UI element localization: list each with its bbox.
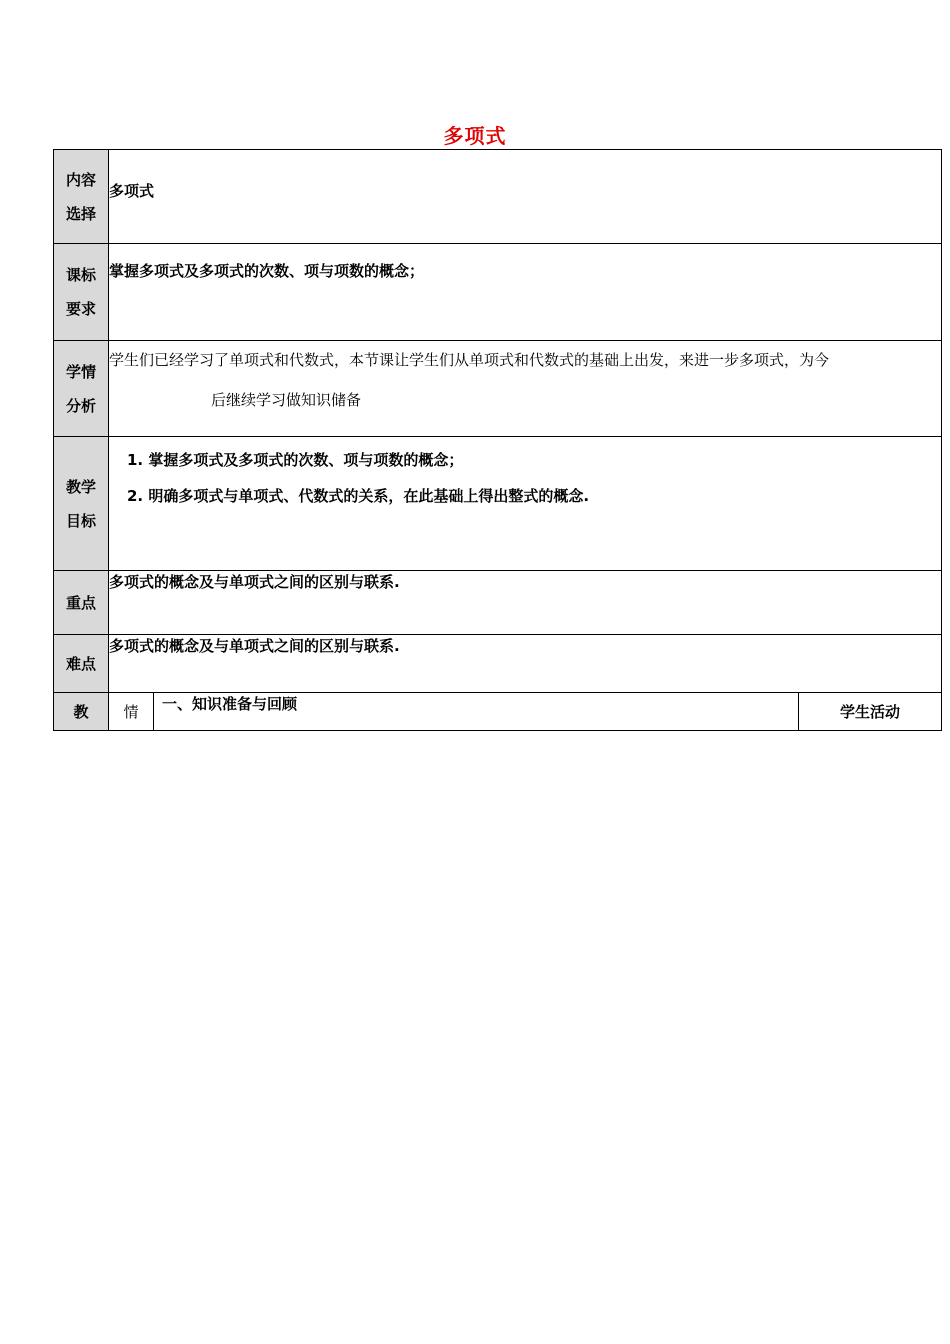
row-analysis [54, 341, 942, 437]
goals-list [109, 437, 942, 571]
label-analysis: 学情 分析 [54, 341, 109, 437]
row-key-point [54, 571, 942, 635]
label-content-select: 内容 选择 [54, 150, 109, 244]
key-point-text: 多项式的概念及与单项式之间的区别与联系. [109, 571, 942, 635]
row-process [54, 693, 942, 731]
lesson-plan-table [53, 149, 942, 731]
document-title: 多项式 [443, 124, 507, 148]
goal-item: 1. 掌握多项式及多项式的次数、项与项数的概念； [127, 451, 464, 469]
curriculum-text: 掌握多项式及多项式的次数、项与项数的概念； [109, 244, 942, 341]
content-select-text: 多项式 [109, 150, 942, 244]
label-curriculum: 课标 要求 [54, 244, 109, 341]
label-difficulty: 难点 [54, 635, 109, 693]
goal-item: 2. 明确多项式与单项式、代数式的关系，在此基础上得出整式的概念. [127, 487, 590, 505]
row-curriculum [54, 244, 942, 341]
row-content-select [54, 150, 942, 244]
row-difficulty [54, 635, 942, 693]
process-student-activity: 学生活动 [799, 693, 942, 731]
label-goals: 教学 目标 [54, 437, 109, 571]
process-col-situation: 情 [109, 693, 154, 731]
label-key-point: 重点 [54, 571, 109, 635]
process-col-teach: 教 [54, 693, 109, 731]
difficulty-text: 多项式的概念及与单项式之间的区别与联系. [109, 635, 942, 693]
analysis-text: 学生们已经学习了单项式和代数式，本节课让学生们从单项式和代数式的基础上出发，来进一步多项式，为今 后继续学习做知识储备 [109, 341, 942, 437]
process-section-title: 一、知识准备与回顾 [154, 693, 799, 731]
row-goals [54, 437, 942, 571]
